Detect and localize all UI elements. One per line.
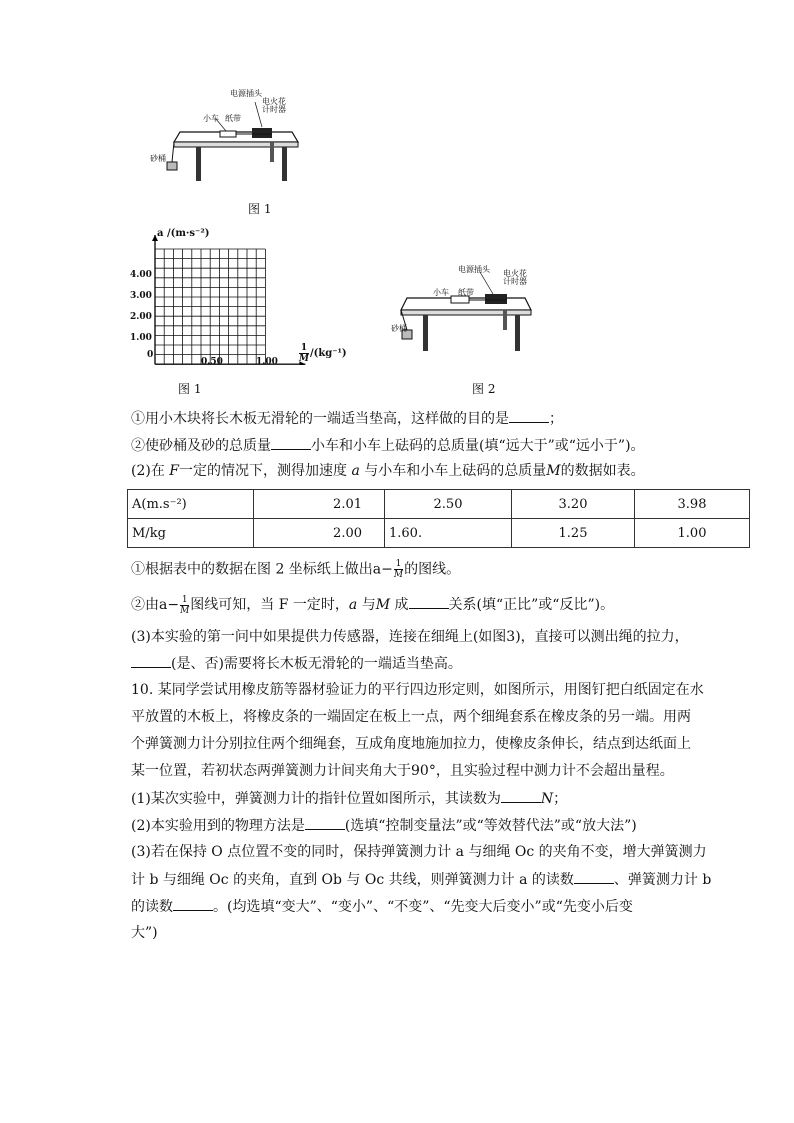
question-2-2: ②由a− $\frac{1}{M}$ 图线可知，当 F 一定时，a 与M 成 关系(填“正比”或“反比”)。 <box>131 594 615 616</box>
answer-blank[interactable] <box>509 408 549 423</box>
fig-right-caption: 图 2 <box>472 382 496 396</box>
problem-10-q1: (1)某次实验中，弹簧测力计的指针位置如图所示，其读数为 N； <box>131 788 567 809</box>
bucket <box>167 162 177 170</box>
y-tick-0: 0 <box>147 350 154 360</box>
table-row: A(m.s⁻²) 2.01 2.50 3.20 3.98 <box>128 490 750 519</box>
label-cart: 小车 <box>203 114 219 123</box>
problem-10-line3: 个弹簧测力计分别拉住两个细绳套，互成角度地施加拉力，使橡皮条伸长，结点到达纸面上 <box>131 736 691 752</box>
table-leg-right <box>282 147 287 181</box>
answer-blank[interactable] <box>131 653 171 668</box>
question-3-line2: (是、否)需要将长木板无滑轮的一端适当垫高。 <box>131 653 462 674</box>
graph-x-axis-label: $\frac{1}{M}$ /(kg⁻¹) <box>299 343 347 364</box>
label-cart-2: 小车 <box>433 288 449 297</box>
y-tick-400: 4.00 <box>130 270 152 280</box>
problem-10-q3-line1: (3)若在保持 O 点位置不变的同时，保持弹簧测力计 a 与细绳 Oc 的夹角不变，增大弹簧测力 <box>131 844 707 860</box>
answer-blank[interactable] <box>409 594 449 609</box>
problem-10-q3-line3: 的读数 。(均选填“变大”、“变小”、“不变”、“先变大后变小”或“先变小后变 <box>131 896 633 917</box>
y-tick-200: 2.00 <box>130 312 152 322</box>
question-1a: ①用小木块将长木板无滑轮的一端适当垫高，这样做的目的是 ； <box>131 408 563 429</box>
table-edge <box>174 142 298 147</box>
problem-10-line2: 平放置的木板上，将橡皮条的一端固定在板上一点，两个细绳套系在橡皮条的另一端。用两 <box>131 709 691 725</box>
timer <box>252 128 272 138</box>
problem-10-line1: 10. 某同学尝试用橡皮筋等器材验证力的平行四边形定则，如图所示，用图钉把白纸固定在水 <box>131 682 704 698</box>
label-plug: 电源插头 <box>230 89 262 98</box>
question-2: (2)在 F一定的情况下，测得加速度 a 与小车和小车上砝码的总质量M的数据如表。 <box>131 463 645 479</box>
label-tape: 纸带 <box>225 114 241 123</box>
graph-caption: 图 1 <box>178 382 202 396</box>
problem-10-q3-line2: 计 b 与细绳 Oc 的夹角，直到 Ob 与 Oc 共线，则弹簧测力计 a 的读数 、弹簧测力计 b <box>131 869 711 890</box>
answer-blank[interactable] <box>574 869 614 884</box>
question-2-1: ①根据表中的数据在图 2 坐标纸上做出a− $\frac{1}{M}$ 的图线。 <box>131 559 461 580</box>
label-timer-2: 电火花 计时器 <box>503 269 527 286</box>
table-leg-left <box>196 147 201 181</box>
answer-blank[interactable] <box>173 896 213 911</box>
x-tick-100: 1.00 <box>256 357 278 367</box>
x-tick-050: 0.50 <box>201 357 223 367</box>
y-axis-arrow <box>152 235 158 241</box>
y-tick-100: 1.00 <box>130 333 152 343</box>
table-leg-back <box>270 142 274 162</box>
label-bucket-2: 砂桶 <box>391 324 407 333</box>
plug-pointer <box>255 102 262 127</box>
answer-blank[interactable] <box>305 815 345 830</box>
y-tick-300: 3.00 <box>130 291 152 301</box>
question-1b: ②使砂桶及砂的总质量 小车和小车上砝码的总质量(填“远大于”或“远小于”)。 <box>131 435 645 456</box>
problem-10-q2: (2)本实验用到的物理方法是 (选填“控制变量法”或“等效替代法”或“放大法”) <box>131 815 637 836</box>
string <box>172 142 174 162</box>
label-tape-2: 纸带 <box>458 288 474 297</box>
label-bucket: 砂桶 <box>150 154 166 163</box>
problem-10-line4: 某一位置，若初状态两弹簧测力计间夹角大于90°，且实验过程中测力计不会超出量程。 <box>131 763 674 779</box>
problem-10-q3-line4: 大”) <box>131 925 158 941</box>
cart <box>220 131 236 137</box>
label-timer: 电火花 计时器 <box>262 97 286 114</box>
answer-blank[interactable] <box>271 435 311 450</box>
answer-blank[interactable] <box>501 788 541 803</box>
fig-top-caption: 图 1 <box>248 202 272 216</box>
label-plug-2: 电源插头 <box>458 265 490 274</box>
table-row: M/kg 2.00 1.60. 1.25 1.00 <box>128 519 750 548</box>
graph-y-axis-label: a /(m·s⁻²) <box>157 228 210 239</box>
apparatus-figure-top <box>160 92 310 192</box>
data-table <box>127 489 750 548</box>
question-3-line1: (3)本实验的第一问中如果提供力传感器，连接在细绳上(如图3)，直接可以测出绳的拉力， <box>131 629 689 645</box>
